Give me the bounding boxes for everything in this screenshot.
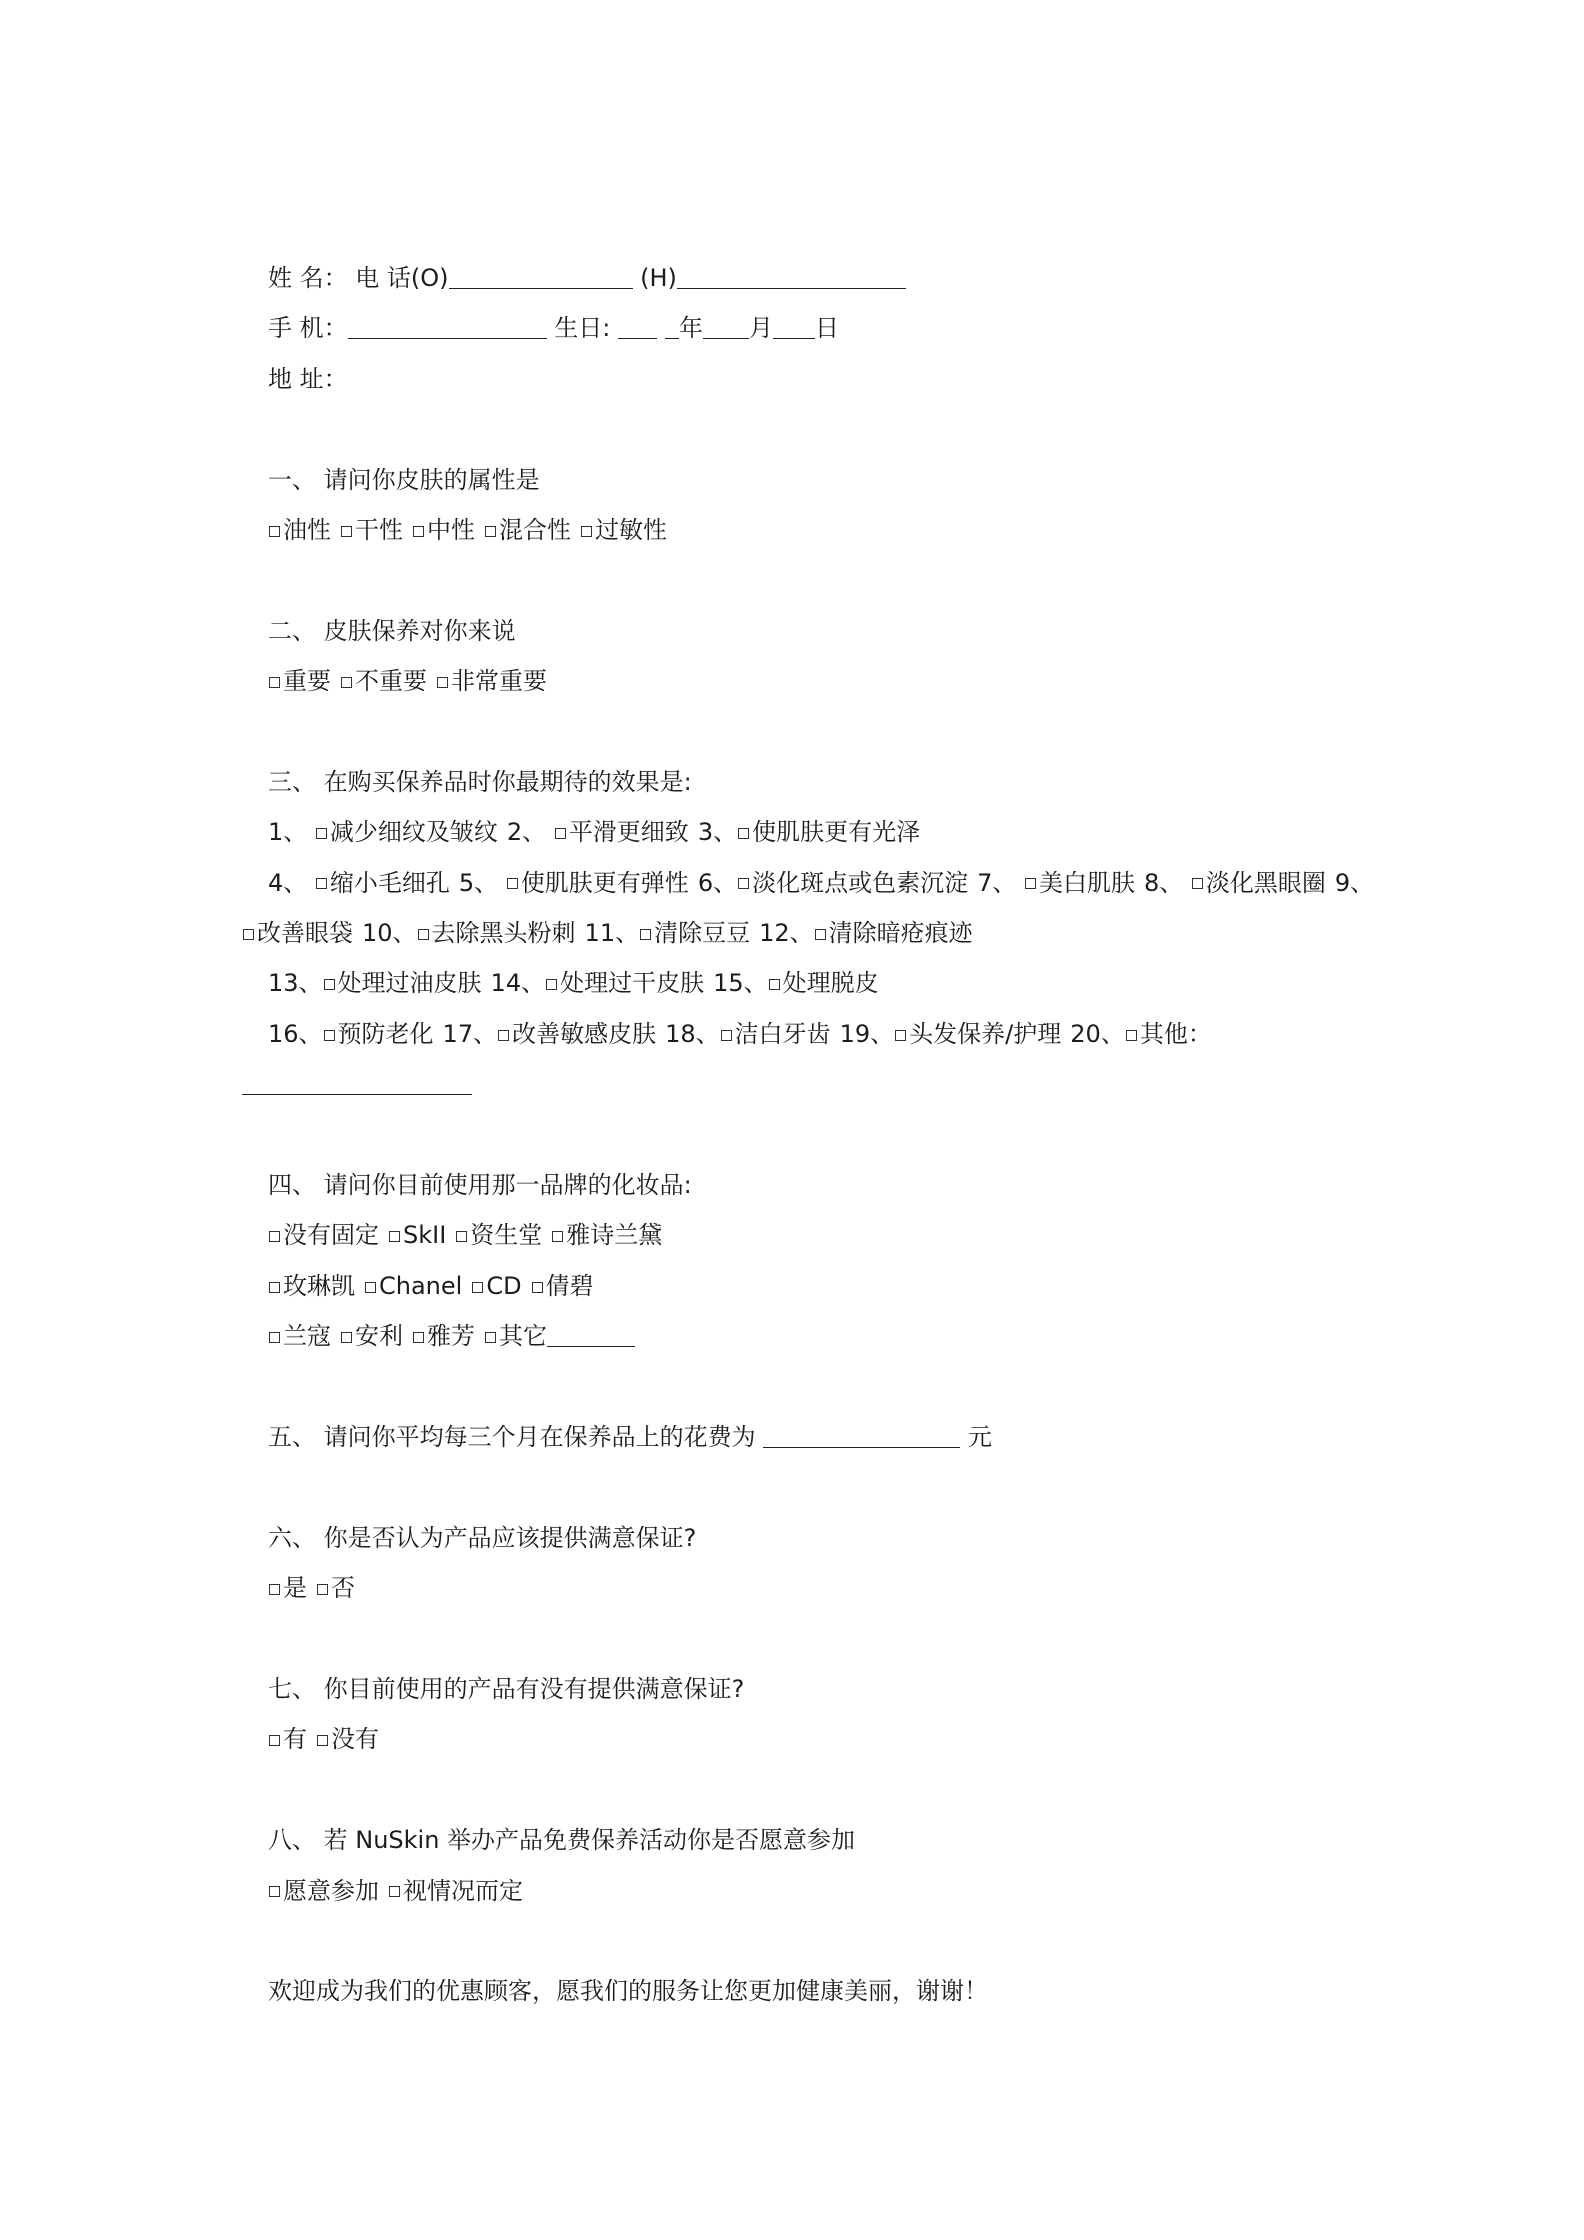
option-number: 11、	[584, 919, 640, 948]
mobile-field[interactable]	[348, 320, 547, 339]
option-label: 雅诗兰黛	[566, 1221, 663, 1250]
q3-option[interactable]	[443, 1009, 657, 1059]
option-label: 资生堂	[470, 1221, 543, 1250]
q5-amount-field[interactable]	[763, 1429, 960, 1448]
question-4-title-line	[268, 1160, 1518, 1210]
q3-option[interactable]	[362, 908, 576, 958]
question-3-title: 三、 在购买保养品时你最期待的效果是:	[268, 767, 692, 796]
question-5	[268, 1412, 1518, 1462]
option-label: 其他：	[1139, 1019, 1212, 1048]
option-label: 改善眼袋	[257, 919, 353, 948]
question-1-title: 一、 请问你皮肤的属性是	[268, 465, 540, 494]
q4-option[interactable]	[551, 1210, 662, 1260]
q3-option-row	[242, 908, 1518, 958]
q3-option[interactable]	[840, 1009, 1062, 1059]
question-6-title-line	[268, 1513, 1518, 1563]
option-label: 混合性	[499, 515, 571, 544]
option-label: 玫琳凯	[283, 1271, 355, 1300]
q6-option[interactable]	[268, 1563, 307, 1613]
q1-options	[268, 505, 1518, 555]
checkbox[interactable]	[365, 1282, 376, 1293]
checkbox[interactable]	[1192, 878, 1203, 889]
option-number: 7、	[977, 868, 1024, 897]
closing-section	[268, 1966, 1518, 2016]
q7-option[interactable]	[268, 1714, 307, 1764]
closing-line	[268, 1966, 1518, 2016]
checkbox[interactable]	[316, 828, 327, 839]
checkbox[interactable]	[1126, 1030, 1137, 1041]
checkbox[interactable]	[485, 526, 496, 537]
option-label: 油性	[283, 515, 331, 544]
q4-option-row	[268, 1311, 1518, 1361]
q3-option[interactable]	[698, 807, 920, 857]
birth-year-field[interactable]	[618, 320, 657, 339]
checkbox[interactable]	[418, 929, 429, 940]
q4-option[interactable]	[340, 1311, 403, 1361]
q3-options	[257, 807, 1518, 1109]
option-label: 否	[331, 1574, 355, 1603]
option-label: 过敏性	[595, 515, 667, 544]
option-label: 改善敏感皮肤	[512, 1019, 657, 1048]
q3-option[interactable]	[698, 858, 968, 908]
option-label: 干性	[355, 515, 403, 544]
option-label: 处理脱皮	[782, 969, 879, 998]
option-number: 19、	[839, 1019, 895, 1048]
checkbox[interactable]	[269, 1282, 280, 1293]
q8-option-row	[268, 1866, 1518, 1916]
option-number: 20、	[1070, 1019, 1125, 1048]
q8-options	[268, 1866, 1518, 1916]
q3-option[interactable]	[1144, 858, 1326, 908]
question-4-title: 四、 请问你目前使用那一品牌的化妆品:	[268, 1171, 692, 1200]
option-label: 是	[283, 1574, 307, 1603]
checkbox[interactable]	[472, 1282, 483, 1293]
option-label: 其它	[499, 1322, 547, 1351]
q3-option-row	[268, 958, 1518, 1008]
q7-option-row	[268, 1714, 1518, 1764]
option-label: 淡化斑点或色素沉淀	[752, 868, 969, 897]
currency-unit: 元	[960, 1422, 992, 1451]
q4-option[interactable]	[455, 1210, 542, 1260]
q4-option[interactable]	[471, 1261, 521, 1311]
day-label: 日	[814, 314, 839, 343]
checkbox[interactable]	[555, 828, 566, 839]
option-label: 愿意参加	[283, 1876, 379, 1905]
q1-option-row	[268, 505, 1518, 555]
q1-option[interactable]	[484, 505, 571, 555]
q3-option[interactable]	[507, 807, 689, 857]
option-label: 安利	[355, 1322, 403, 1351]
q4-option[interactable]	[268, 1210, 379, 1260]
option-number: 9、	[1334, 868, 1375, 897]
checkbox[interactable]	[269, 677, 280, 688]
checkbox[interactable]	[721, 1030, 732, 1041]
checkbox[interactable]	[269, 1584, 280, 1595]
option-label: 有	[283, 1725, 307, 1754]
q2-option[interactable]	[268, 656, 331, 706]
q3-option[interactable]	[268, 958, 482, 1008]
q3-option[interactable]	[268, 858, 450, 908]
month-label: 月	[748, 314, 773, 343]
checkbox[interactable]	[738, 828, 749, 839]
option-label: 去除黑头粉刺	[431, 919, 576, 948]
checkbox[interactable]	[389, 1231, 400, 1242]
option-number: 8、	[1144, 868, 1191, 897]
q3-option[interactable]	[459, 858, 689, 908]
q3-option[interactable]	[242, 908, 353, 958]
option-number: 5、	[458, 868, 506, 897]
option-number: 16、	[268, 1019, 323, 1048]
option-number: 13、	[268, 969, 323, 998]
q3-option-row	[242, 1059, 1518, 1109]
q3-option[interactable]	[977, 858, 1135, 908]
address-line	[268, 354, 1518, 404]
option-label: 使肌肤更有弹性	[520, 868, 689, 897]
q3-option[interactable]	[491, 958, 705, 1008]
checkbox[interactable]	[324, 979, 335, 990]
checkbox[interactable]	[413, 526, 424, 537]
question-5-line	[268, 1412, 1518, 1462]
question-8-title: 八、 若 NuSkin 举办产品免费保养活动你是否愿意参加	[268, 1826, 856, 1855]
question-4	[268, 1160, 1518, 1362]
option-label: 没有	[331, 1725, 379, 1754]
q6-option[interactable]	[316, 1563, 355, 1613]
checkbox[interactable]	[341, 526, 352, 537]
question-7-title-line	[268, 1664, 1518, 1714]
birth-day-field[interactable]	[773, 320, 815, 339]
checkbox[interactable]	[437, 677, 448, 688]
option-label: 平滑更细致	[568, 818, 689, 847]
option-label: 头发保养/护理	[909, 1019, 1062, 1048]
checkbox[interactable]	[341, 677, 352, 688]
question-3	[257, 757, 1518, 1110]
option-label: 倩碧	[545, 1271, 594, 1300]
option-number: 18、	[665, 1019, 720, 1048]
q4-option[interactable]	[268, 1311, 331, 1361]
option-label: 中性	[427, 515, 475, 544]
option-label: 处理过油皮肤	[337, 969, 482, 998]
name-label: 姓 名：	[268, 264, 348, 292]
question-8-title-line	[268, 1815, 1518, 1865]
q6-option-row	[268, 1563, 1518, 1613]
q3-option[interactable]	[268, 1009, 434, 1059]
q7-option[interactable]	[316, 1714, 379, 1764]
option-label: Chanel	[379, 1271, 463, 1300]
option-label: 缩小毛细孔	[329, 868, 450, 897]
q4-option[interactable]	[484, 1311, 635, 1361]
checkbox[interactable]	[895, 1030, 906, 1041]
q3-option-row	[268, 807, 1518, 857]
option-label: 预防老化	[337, 1019, 434, 1048]
q2-option-row	[268, 656, 1518, 706]
q4-option-row	[268, 1261, 1518, 1311]
option-label: 非常重要	[451, 667, 547, 696]
question-6-title: 六、 你是否认为产品应该提供满意保证?	[268, 1523, 697, 1552]
q3-option[interactable]	[585, 908, 751, 958]
q3-other-field[interactable]	[242, 1062, 472, 1095]
option-label: 使肌肤更有光泽	[752, 818, 921, 847]
q4-option-row	[268, 1210, 1518, 1260]
birth-month-field[interactable]	[703, 320, 749, 339]
option-label: 美白肌肤	[1039, 868, 1135, 897]
q1-option[interactable]	[340, 505, 403, 555]
checkbox[interactable]	[498, 1030, 509, 1041]
checkbox[interactable]	[485, 1332, 496, 1343]
q8-option[interactable]	[268, 1866, 379, 1916]
checkbox[interactable]	[316, 878, 327, 889]
checkbox[interactable]	[269, 526, 280, 537]
q3-option-part	[242, 1059, 472, 1092]
phone-office-label: 电 话(O)	[347, 264, 449, 292]
question-2-title: 二、 皮肤保养对你来说	[268, 616, 516, 645]
q2-option[interactable]	[340, 656, 427, 706]
survey-form	[257, 253, 1518, 2017]
phone-office-field[interactable]	[449, 270, 633, 289]
option-label: 减少细纹及皱纹	[329, 818, 498, 847]
checkbox[interactable]	[389, 1886, 400, 1897]
q3-option[interactable]	[665, 1009, 831, 1059]
question-6	[268, 1513, 1518, 1614]
question-2	[268, 606, 1518, 707]
option-label: 视情况而定	[403, 1876, 523, 1905]
question-7-title: 七、 你目前使用的产品有没有提供满意保证?	[268, 1674, 745, 1703]
checkbox[interactable]	[413, 1332, 424, 1343]
checkbox[interactable]	[738, 878, 749, 889]
q2-option[interactable]	[436, 656, 547, 706]
q3-option-part	[1335, 858, 1374, 908]
question-1	[268, 455, 1518, 556]
q3-option[interactable]	[268, 807, 498, 857]
q3-option-row	[268, 858, 1518, 908]
question-3-title-line	[268, 757, 1518, 807]
question-7	[268, 1664, 1518, 1765]
q2-options	[268, 656, 1518, 706]
checkbox[interactable]	[269, 1886, 280, 1897]
checkbox[interactable]	[324, 1030, 335, 1041]
q4-option[interactable]	[412, 1311, 475, 1361]
checkbox[interactable]	[269, 1735, 280, 1746]
option-label: 不重要	[355, 667, 427, 696]
checkbox[interactable]	[532, 1282, 543, 1293]
checkbox[interactable]	[769, 979, 780, 990]
birthday-label: 生日:	[546, 314, 618, 343]
option-number: 6、	[697, 868, 738, 897]
checkbox[interactable]	[581, 526, 592, 537]
checkbox[interactable]	[269, 1231, 280, 1242]
phone-home-label: (H)	[632, 264, 677, 292]
checkbox[interactable]	[815, 929, 826, 940]
q3-option-row	[268, 1009, 1518, 1059]
q7-options	[268, 1714, 1518, 1764]
mobile-label: 手 机：	[268, 314, 348, 343]
q3-option[interactable]	[759, 908, 973, 958]
year-label: 年	[678, 314, 703, 343]
question-1-title-line	[268, 455, 1518, 505]
checkbox[interactable]	[243, 929, 254, 940]
birth-year-suffix-field[interactable]	[665, 320, 679, 339]
q4-options	[268, 1210, 1518, 1361]
option-number: 17、	[442, 1019, 498, 1048]
option-number: 15、	[713, 969, 768, 998]
option-label: 洁白牙齿	[734, 1019, 831, 1048]
q4-option[interactable]	[364, 1261, 462, 1311]
checkbox[interactable]	[456, 1231, 467, 1242]
option-number: 12、	[759, 919, 814, 948]
option-number: 2、	[506, 818, 554, 847]
option-label: 清除豆豆	[654, 919, 751, 948]
option-label: 兰寇	[283, 1322, 331, 1351]
q4-option[interactable]	[268, 1261, 355, 1311]
checkbox[interactable]	[317, 1735, 328, 1746]
option-label: 淡化黑眼圈	[1205, 868, 1326, 897]
option-number: 3、	[697, 818, 738, 847]
option-number: 4、	[268, 868, 315, 897]
checkbox[interactable]	[269, 1332, 280, 1343]
question-2-title-line	[268, 606, 1518, 656]
q4-option[interactable]	[531, 1261, 594, 1311]
contact-line	[268, 253, 1518, 303]
question-8	[268, 1815, 1518, 1916]
q4-other-field[interactable]	[547, 1328, 635, 1347]
option-label: CD	[486, 1271, 522, 1300]
phone-home-field[interactable]	[677, 270, 906, 289]
option-label: 没有固定	[283, 1221, 379, 1250]
q4-option[interactable]	[388, 1210, 446, 1260]
checkbox[interactable]	[640, 929, 651, 940]
checkbox[interactable]	[507, 878, 518, 889]
question-5-title: 五、 请问你平均每三个月在保养品上的花费为	[268, 1422, 764, 1451]
checkbox[interactable]	[552, 1231, 563, 1242]
closing-message: 欢迎成为我们的优惠顾客，愿我们的服务让您更加健康美丽，谢谢！	[268, 1977, 988, 2006]
option-label: 处理过干皮肤	[560, 969, 705, 998]
q1-option[interactable]	[412, 505, 475, 555]
option-label: 重要	[283, 667, 331, 696]
checkbox[interactable]	[341, 1332, 352, 1343]
option-number: 1、	[268, 818, 315, 847]
q8-option[interactable]	[388, 1866, 523, 1916]
mobile-birthday-line	[268, 303, 1518, 353]
q3-option[interactable]	[713, 958, 879, 1008]
q1-option[interactable]	[268, 505, 331, 555]
checkbox[interactable]	[546, 979, 557, 990]
address-label: 地 址：	[268, 364, 348, 393]
checkbox[interactable]	[317, 1584, 328, 1595]
option-number: 10、	[362, 919, 417, 948]
option-label: SkII	[403, 1221, 447, 1250]
option-label: 清除暗疮痕迹	[828, 919, 973, 948]
option-number: 14、	[490, 969, 546, 998]
option-label: 雅芳	[427, 1322, 475, 1351]
q3-option[interactable]	[1070, 1009, 1212, 1059]
checkbox[interactable]	[1025, 878, 1036, 889]
q6-options	[268, 1563, 1518, 1613]
q1-option[interactable]	[580, 505, 667, 555]
